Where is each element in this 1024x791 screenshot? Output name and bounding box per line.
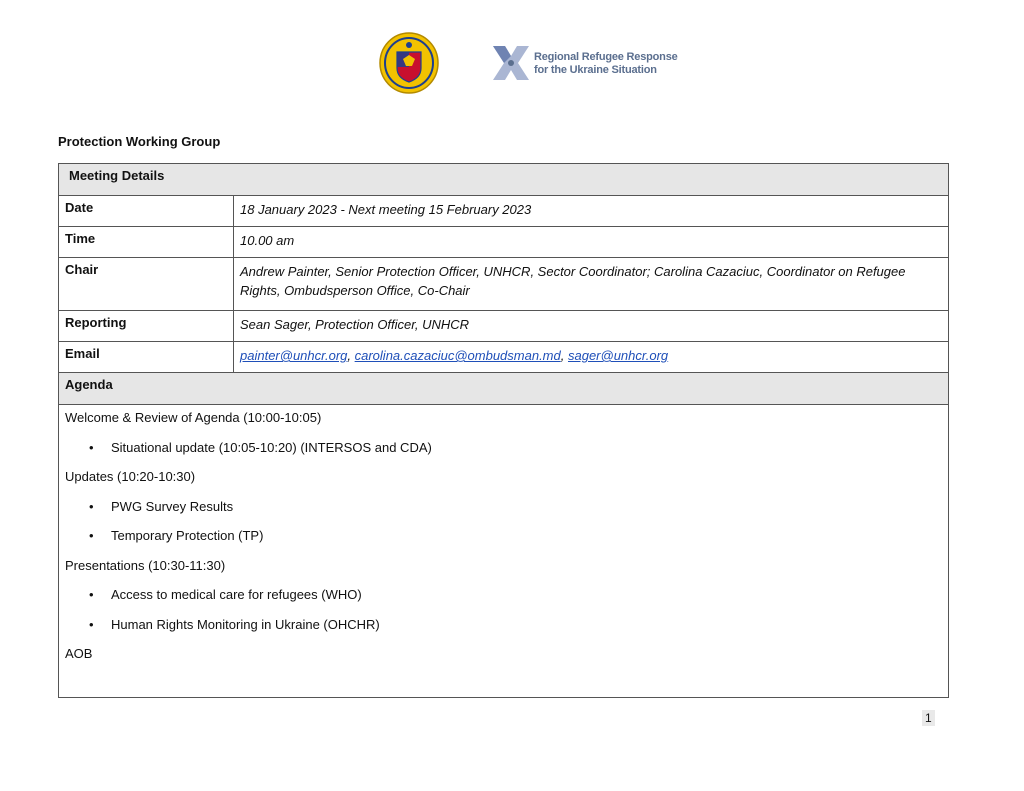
agenda-bullet-situational-update: • Situational update (10:05-10:20) (INTERSOS and CDA) [65, 435, 942, 465]
r4u-line-2: for the Ukraine Situation [534, 64, 657, 76]
time-value: 10.00 am [234, 227, 949, 258]
agenda-bullet-temporary-protection: • Temporary Protection (TP) [65, 523, 942, 553]
table-row [59, 196, 949, 227]
table-row [59, 258, 949, 311]
table-row [59, 311, 949, 342]
agenda-item-welcome: Welcome & Review of Agenda (10:00-10:05) [65, 410, 322, 425]
page-number: 1 [922, 710, 935, 726]
agenda-item-aob: AOB [65, 646, 93, 661]
email-link-sager[interactable]: sager@unhcr.org [567, 348, 669, 363]
agenda-body [59, 405, 949, 698]
agenda-item-updates: Updates (10:20-10:30) [65, 469, 196, 484]
time-label: Time [59, 227, 234, 258]
table-row [59, 342, 949, 373]
table-row [59, 227, 949, 258]
date-label: Date [59, 196, 234, 227]
reporting-value: Sean Sager, Protection Officer, UNHCR [234, 311, 949, 342]
r4u-logo [489, 42, 533, 84]
document-title: Protection Working Group [58, 134, 221, 149]
reporting-label: Reporting [59, 311, 234, 342]
agenda-item-presentations: Presentations (10:30-11:30) [65, 557, 226, 573]
agenda-bullet-human-rights: • Human Rights Monitoring in Ukraine (OHCHR) [65, 612, 942, 642]
r4u-logo-text [534, 51, 678, 77]
agenda-header: Agenda [59, 373, 949, 405]
agenda-bullet-survey-results: • PWG Survey Results [65, 494, 942, 524]
moldova-coat-of-arms-logo [379, 32, 439, 94]
date-value: 18 January 2023 - Next meeting 15 February 2023 [234, 196, 949, 227]
email-value: painter@unhcr.org, carolina.cazaciuc@ombudsman.md, sager@unhcr.org [234, 342, 949, 373]
agenda-bullet-medical-care: • Access to medical care for refugees (WHO) [65, 582, 942, 612]
chair-value: Andrew Painter, Senior Protection Officer, UNHCR, Sector Coordinator; Carolina Cazaciuc, Coordinator on Refugee Rights, Ombudsperson Office, Co-Chair [234, 258, 949, 311]
meeting-details-header: Meeting Details [59, 164, 949, 196]
email-label: Email [59, 342, 234, 373]
meeting-table [58, 163, 949, 698]
chair-label: Chair [59, 258, 234, 311]
email-link-painter[interactable]: painter@unhcr.org [240, 348, 348, 363]
r4u-line-1: Regional Refugee Response [534, 51, 678, 63]
email-link-cazaciuc[interactable]: carolina.cazaciuc@ombudsman.md [354, 348, 561, 363]
